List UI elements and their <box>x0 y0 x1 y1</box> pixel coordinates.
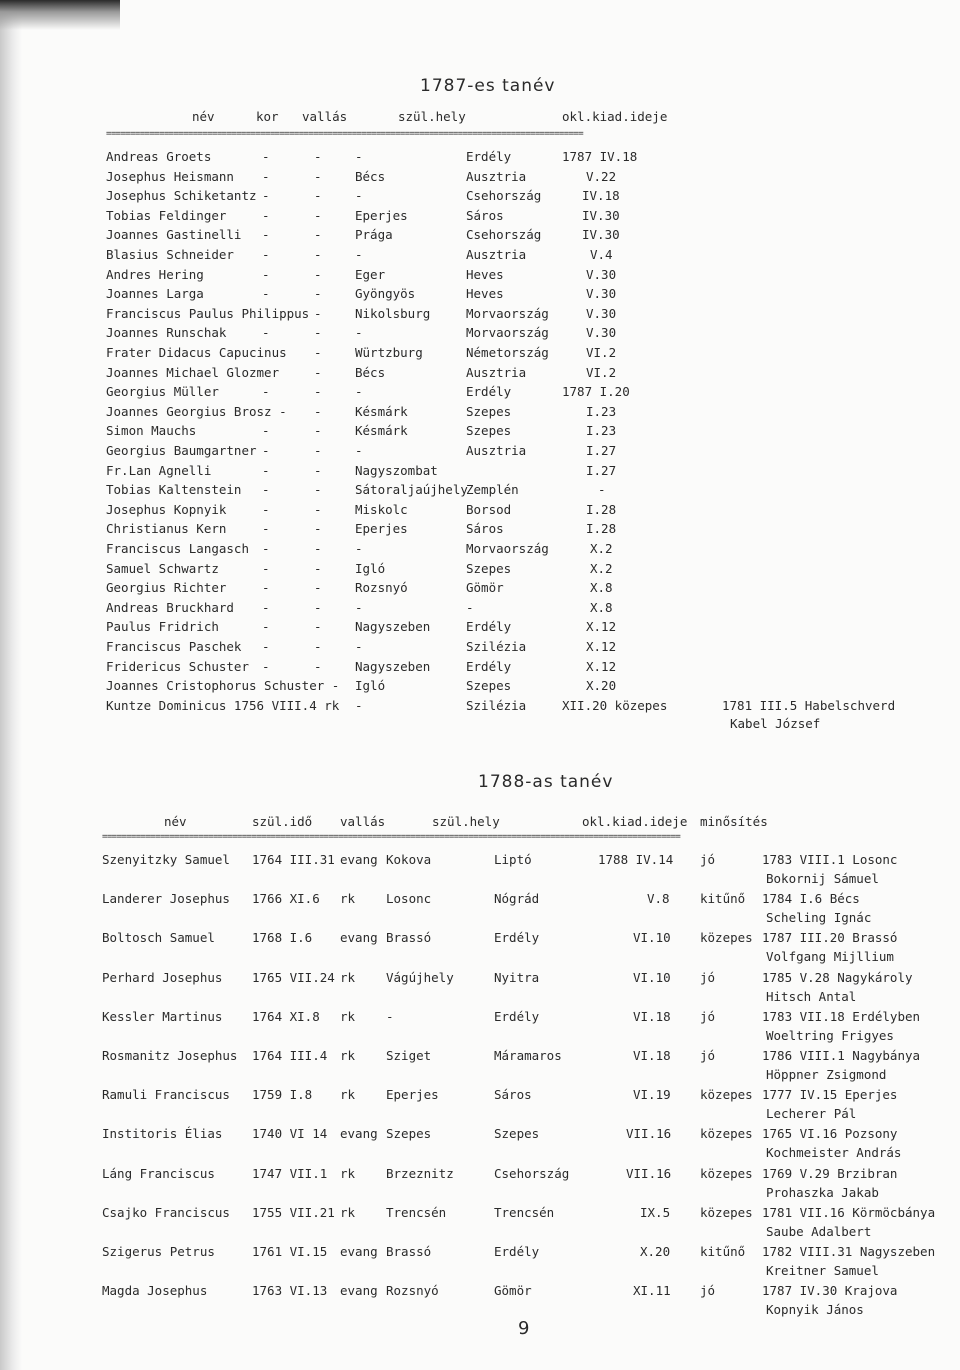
s1-birthplace: Eger <box>355 266 386 282</box>
s1-date: X.20 <box>586 678 617 694</box>
s1-double-rule: =================================================================================================== <box>106 130 584 139</box>
s2-note-name: Scheling Ignác <box>766 910 872 926</box>
s2-note-name: Kreitner Samuel <box>766 1263 879 1278</box>
s1-region: Szilézia <box>466 639 527 654</box>
s1-name: Samuel Schwartz <box>106 560 219 576</box>
s1-date: I.27 <box>586 443 617 458</box>
s1-age: - <box>262 168 270 184</box>
s1-name: Georgius Müller <box>106 384 219 400</box>
s2-name: Institoris Élias <box>102 1126 223 1142</box>
s2-name: Landerer Josephus <box>102 891 230 907</box>
s1-religion: - <box>314 541 322 556</box>
s1-birthplace: Gyöngyös <box>355 286 416 302</box>
s1-name: Christianus Kern <box>106 521 227 537</box>
scan-binding-shadow <box>0 0 22 1370</box>
s2-date: VII.16 <box>626 1165 672 1181</box>
s1-name: Joannes Gastinelli <box>106 227 242 243</box>
s1-name: Franciscus Langasch <box>106 541 249 556</box>
s1-birthplace: Késmárk <box>355 403 408 419</box>
s1-birthplace: Nagyszeben <box>355 658 431 674</box>
s1-name: Andreas Groets <box>106 149 212 164</box>
s1-name: Andres Hering <box>106 266 204 282</box>
s1-birthplace: Miskolc <box>355 501 408 517</box>
s2-name: Szigerus Petrus <box>102 1244 215 1259</box>
s2-note: 1783 VIII.1 Losonc <box>762 852 898 867</box>
s1-age: - <box>262 325 270 341</box>
s1-name: Franciscus Paschek <box>106 639 242 654</box>
s2-religion: rk <box>340 1204 356 1220</box>
s1-birthplace: - <box>355 188 363 204</box>
s1-religion: - <box>314 345 322 360</box>
s1-birthplace: - <box>355 443 363 458</box>
s2-birthplace: Szepes <box>386 1126 432 1142</box>
s2-date: XI.11 <box>633 1283 671 1299</box>
s2-rating: jó <box>700 852 716 867</box>
s2-birthplace: Kokova <box>386 852 432 867</box>
s1-region: Zemplén <box>466 482 519 498</box>
s1-birthplace: - <box>355 541 363 556</box>
s2-birthplace: Brzeznitz <box>386 1165 454 1181</box>
s1-birthplace: Nagyszeben <box>355 619 431 635</box>
s2-date: VI.19 <box>633 1087 671 1103</box>
s1-age: - <box>262 501 270 517</box>
s1-date: VI.2 <box>586 345 617 360</box>
s2-religion: rk <box>340 1048 356 1063</box>
s2-header-diploma: okl.kiad.ideje <box>582 814 688 829</box>
s2-note-name: Bokornij Sámuel <box>766 871 879 886</box>
page-number: 9 <box>518 1318 530 1339</box>
s2-note: 1786 VIII.1 Nagybánya <box>762 1048 921 1063</box>
s2-religion: evang <box>340 930 378 946</box>
s1-age: - <box>262 384 270 400</box>
s2-religion: evang <box>340 852 378 867</box>
s1-date: VI.2 <box>586 364 617 380</box>
s2-note: 1777 IV.15 Eperjes <box>762 1087 898 1103</box>
s2-note: 1782 VIII.31 Nagyszeben <box>762 1244 936 1259</box>
s2-date: VI.18 <box>633 1048 671 1063</box>
s1-age: - <box>262 207 270 223</box>
s1-region: Szepes <box>466 560 512 576</box>
s2-region: Csehország <box>494 1165 570 1181</box>
s2-region: Sáros <box>494 1087 532 1103</box>
s1-birthplace: Nikolsburg <box>355 305 431 321</box>
s1-date: I.23 <box>586 423 617 439</box>
s2-note-name: Höppner Zsigmond <box>766 1067 887 1082</box>
s2-header-birthplace: szül.hely <box>432 814 500 829</box>
s1-name: Fridericus Schuster <box>106 658 249 674</box>
s1-religion: - <box>314 325 322 341</box>
s1-region: Németország <box>466 345 549 360</box>
s1-religion: - <box>314 619 322 635</box>
s2-birthdate: 1764 XI.8 <box>252 1008 320 1024</box>
s1-date: 1787 I.20 <box>562 384 630 400</box>
s1-date: V.22 <box>586 168 617 184</box>
s1-region: Szepes <box>466 678 512 694</box>
s1-date: X.2 <box>590 560 613 576</box>
s2-rating: jó <box>700 969 716 985</box>
s1-region: Borsod <box>466 501 512 517</box>
s1-region: Heves <box>466 266 504 282</box>
s1-date: IV.30 <box>582 207 620 223</box>
s1-birthplace: - <box>355 247 363 262</box>
s2-note: 1765 VI.16 Pozsony <box>762 1126 898 1142</box>
s2-birthdate: 1761 VI.15 <box>252 1244 328 1259</box>
s2-rating: jó <box>700 1048 716 1063</box>
s2-name: Kessler Martinus <box>102 1008 223 1024</box>
s2-region: Trencsén <box>494 1204 555 1220</box>
s1-age: - <box>262 423 270 439</box>
s1-religion: - <box>314 521 322 537</box>
s1-age: - <box>262 482 270 498</box>
s1-age: - <box>262 619 270 635</box>
s2-header-birthdate: szül.idő <box>252 814 313 829</box>
s1-birthplace: - <box>355 325 363 341</box>
s1-region: Morvaország <box>466 325 549 341</box>
s2-date: VI.18 <box>633 1008 671 1024</box>
s1-region: Heves <box>466 286 504 302</box>
s2-date: IX.5 <box>640 1204 671 1220</box>
s1-region: Gömör <box>466 580 504 596</box>
s1-birthplace: - <box>355 599 363 615</box>
s2-region: Szepes <box>494 1126 540 1142</box>
s1-name: Josephus Schiketantz <box>106 188 257 204</box>
s2-religion: rk <box>340 969 356 985</box>
s1-region: Morvaország <box>466 541 549 556</box>
s2-date: VI.10 <box>633 930 671 946</box>
s1-date: I.23 <box>586 403 617 419</box>
s2-note: 1784 I.6 Bécs <box>762 891 860 907</box>
s1-name: Joannes Michael Glozmer <box>106 364 280 380</box>
s1-name: Joannes Georgius Brosz - <box>106 403 287 419</box>
s1-name: Paulus Fridrich <box>106 619 219 635</box>
s1-region: Morvaország <box>466 305 549 321</box>
s1-age: - <box>262 560 270 576</box>
s1-date: I.27 <box>586 462 617 478</box>
s1-age: - <box>262 188 270 204</box>
s2-rating: jó <box>700 1283 716 1299</box>
s1-date: IV.18 <box>582 188 620 204</box>
s1-religion: - <box>314 501 322 517</box>
s2-birthdate: 1764 III.4 <box>252 1048 328 1063</box>
s2-date: X.20 <box>640 1244 671 1259</box>
s2-region: Gömör <box>494 1283 532 1299</box>
s2-region: Liptó <box>494 852 532 867</box>
s2-region: Nyitra <box>494 969 540 985</box>
s1-birthplace: Eperjes <box>355 207 408 223</box>
s1-birthplace: Prága <box>355 227 393 243</box>
s1-date: X.12 <box>586 658 617 674</box>
s2-rating: közepes <box>700 930 753 946</box>
s1-date: X.8 <box>590 599 613 615</box>
s2-birthdate: 1755 VII.21 <box>252 1204 335 1220</box>
s1-date: XII.20 közepes <box>562 697 668 713</box>
s1-religion: - <box>314 188 322 204</box>
s1-date: 1787 IV.18 <box>562 149 638 164</box>
s2-birthdate: 1765 VII.24 <box>252 969 335 985</box>
s2-birthdate: 1763 VI.13 <box>252 1283 328 1299</box>
s1-religion: - <box>314 149 322 164</box>
s2-birthdate: 1747 VII.1 <box>252 1165 328 1181</box>
s2-header-name: név <box>164 814 187 829</box>
s1-religion: - <box>314 423 322 439</box>
s2-name: Boltosch Samuel <box>102 930 215 946</box>
s1-name: Joannes Runschak <box>106 325 227 341</box>
s1-header-name: név <box>192 109 215 124</box>
s1-extra-note: Kabel József <box>730 716 821 731</box>
s1-date: V.30 <box>586 286 617 302</box>
s2-birthdate: 1764 III.31 <box>252 852 335 867</box>
s1-region: Szepes <box>466 403 512 419</box>
s2-region: Nógrád <box>494 891 540 907</box>
s1-region: Erdély <box>466 619 512 635</box>
s1-header-birthplace: szül.hely <box>398 109 466 124</box>
s2-birthdate: 1768 I.6 <box>252 930 313 946</box>
s1-birthplace: Bécs <box>355 364 386 380</box>
s1-region: Szilézia <box>466 697 527 713</box>
s1-region: Ausztria <box>466 364 527 380</box>
s1-date: X.12 <box>586 639 617 654</box>
s1-note: 1781 III.5 Habelschverd <box>722 697 896 713</box>
s1-region: Ausztria <box>466 247 527 262</box>
s1-name: Blasius Schneider <box>106 247 234 262</box>
s2-date: V.8 <box>647 891 670 907</box>
s2-birthdate: 1740 VI 14 <box>252 1126 328 1142</box>
s2-birthplace: Losonc <box>386 891 432 907</box>
s1-name: Tobias Kaltenstein <box>106 482 242 498</box>
s2-birthdate: 1766 XI.6 <box>252 891 320 907</box>
s1-age: - <box>262 580 270 596</box>
s1-name: Frater Didacus Capucinus <box>106 345 287 360</box>
s1-religion: - <box>314 266 322 282</box>
s2-birthplace: - <box>386 1008 394 1024</box>
s2-birthplace: Trencsén <box>386 1204 447 1220</box>
s2-birthplace: Rozsnyó <box>386 1283 439 1299</box>
s2-rating: kitűnő <box>700 1244 746 1259</box>
s1-header-age: kor <box>256 109 279 124</box>
s2-region: Erdély <box>494 1244 540 1259</box>
s2-rating: közepes <box>700 1204 753 1220</box>
s1-name: Tobias Feldinger <box>106 207 227 223</box>
s2-note: 1769 V.29 Brzibran <box>762 1165 898 1181</box>
s1-name: Simon Mauchs <box>106 423 197 439</box>
s1-date: X.2 <box>590 541 613 556</box>
s2-note-name: Volfgang Mijllium <box>766 949 894 965</box>
s2-name: Szenyitzky Samuel <box>102 852 230 867</box>
s1-date: - <box>598 482 606 498</box>
s1-age: - <box>262 599 270 615</box>
s2-note: 1781 VII.16 Körmöcbánya <box>762 1204 936 1220</box>
s2-note: 1787 III.20 Brassó <box>762 930 898 946</box>
s2-birthplace: Vágújhely <box>386 969 454 985</box>
s1-birthplace: Würtzburg <box>355 345 423 360</box>
s1-religion: - <box>314 580 322 596</box>
s1-date: IV.30 <box>582 227 620 243</box>
s1-religion: - <box>314 599 322 615</box>
s1-religion: - <box>314 168 322 184</box>
s2-note: 1783 VII.18 Erdélyben <box>762 1008 921 1024</box>
s1-age: - <box>262 541 270 556</box>
s2-note-name: Saube Adalbert <box>766 1223 872 1239</box>
s1-name: Franciscus Paulus Philippus <box>106 305 310 321</box>
s2-birthplace: Brassó <box>386 1244 432 1259</box>
s1-region: Sáros <box>466 207 504 223</box>
s2-birthplace: Brassó <box>386 930 432 946</box>
s1-name: Joannes Cristophorus Schuster - <box>106 678 340 694</box>
s2-note-name: Prohaszka Jakab <box>766 1184 879 1200</box>
s1-religion: - <box>314 286 322 302</box>
scan-corner-fold <box>0 0 120 30</box>
s2-name: Rosmanitz Josephus <box>102 1048 238 1063</box>
s2-rating: közepes <box>700 1087 753 1103</box>
s1-age: - <box>262 286 270 302</box>
s2-header-religion: vallás <box>340 814 386 829</box>
s1-birthplace: - <box>355 149 363 164</box>
s1-religion: - <box>314 403 322 419</box>
s2-religion: evang <box>340 1283 378 1299</box>
s1-name: Georgius Baumgartner <box>106 443 257 458</box>
s2-date: VI.10 <box>633 969 671 985</box>
s1-religion: - <box>314 227 322 243</box>
s1-name: Andreas Bruckhard <box>106 599 234 615</box>
s1-age: - <box>262 658 270 674</box>
s1-religion: - <box>314 247 322 262</box>
s2-religion: rk <box>340 1087 356 1103</box>
s1-religion: - <box>314 364 322 380</box>
s1-age: - <box>262 149 270 164</box>
s1-birthplace: Igló <box>355 560 386 576</box>
s2-rating: közepes <box>700 1165 753 1181</box>
s1-name: Kuntze Dominicus 1756 VIII.4 rk <box>106 697 340 713</box>
s1-birthplace: Késmárk <box>355 423 408 439</box>
s1-region: - <box>466 599 474 615</box>
s1-religion: - <box>314 639 322 654</box>
s1-religion: - <box>314 443 322 458</box>
s1-age: - <box>262 247 270 262</box>
s1-region: Szepes <box>466 423 512 439</box>
s2-note: 1787 IV.30 Krajova <box>762 1283 898 1299</box>
s2-religion: rk <box>340 1165 356 1181</box>
s1-religion: - <box>314 658 322 674</box>
s1-religion: - <box>314 384 322 400</box>
s1-birthplace: Sátoraljaújhely <box>355 482 468 498</box>
s1-religion: - <box>314 560 322 576</box>
s1-birthplace: Igló <box>355 678 386 694</box>
s1-birthplace: Eperjes <box>355 521 408 537</box>
s2-birthplace: Eperjes <box>386 1087 439 1103</box>
s2-date: 1788 IV.14 <box>598 852 674 867</box>
section1-title: 1787-es tanév <box>420 76 556 96</box>
s2-note-name: Woeltring Frigyes <box>766 1027 894 1043</box>
s2-rating: közepes <box>700 1126 753 1142</box>
s1-name: Josephus Heismann <box>106 168 234 184</box>
s1-date: V.30 <box>586 266 617 282</box>
s1-date: X.12 <box>586 619 617 635</box>
s1-age: - <box>262 521 270 537</box>
s1-name: Joannes Larga <box>106 286 204 302</box>
s1-date: I.28 <box>586 501 617 517</box>
s1-date: V.4 <box>590 247 613 262</box>
s1-region: Erdély <box>466 149 512 164</box>
s1-religion: - <box>314 305 322 321</box>
s2-region: Erdély <box>494 930 540 946</box>
s1-region: Erdély <box>466 658 512 674</box>
s1-region: Csehország <box>466 188 542 204</box>
s2-region: Máramaros <box>494 1048 562 1063</box>
s1-region: Ausztria <box>466 443 527 458</box>
s1-name: Josephus Kopnyik <box>106 501 227 517</box>
section2-title: 1788-as tanév <box>478 772 614 792</box>
s1-region: Csehország <box>466 227 542 243</box>
s1-date: X.8 <box>590 580 613 596</box>
s2-birthplace: Sziget <box>386 1048 432 1063</box>
s2-region: Erdély <box>494 1008 540 1024</box>
s2-header-rating: minősítés <box>700 814 768 829</box>
s1-date: V.30 <box>586 325 617 341</box>
s1-header-diploma: okl.kiad.ideje <box>562 109 668 124</box>
s1-religion: - <box>314 207 322 223</box>
s1-header-religion: vallás <box>302 109 348 124</box>
s2-religion: evang <box>340 1244 378 1259</box>
s2-double-rule: ======================================================================================================================== <box>102 833 681 842</box>
s1-birthplace: Nagyszombat <box>355 462 438 478</box>
s2-rating: jó <box>700 1008 716 1024</box>
s1-age: - <box>262 266 270 282</box>
s2-note-name: Kochmeister András <box>766 1145 902 1161</box>
s1-birthplace: - <box>355 384 363 400</box>
s1-birthplace: Rozsnyó <box>355 580 408 596</box>
s1-name: Georgius Richter <box>106 580 227 596</box>
s2-name: Ramuli Franciscus <box>102 1087 230 1103</box>
s1-region: Sáros <box>466 521 504 537</box>
s1-region: Erdély <box>466 384 512 400</box>
s2-rating: kitűnő <box>700 891 746 907</box>
s1-age: - <box>262 462 270 478</box>
s2-religion: evang <box>340 1126 378 1142</box>
s2-religion: rk <box>340 891 356 907</box>
s2-name: Láng Franciscus <box>102 1165 215 1181</box>
s1-date: I.28 <box>586 521 617 537</box>
s2-note-name: Hitsch Antal <box>766 988 857 1004</box>
s1-age: - <box>262 639 270 654</box>
s1-date: V.30 <box>586 305 617 321</box>
s1-birthplace: - <box>355 639 363 654</box>
s2-religion: rk <box>340 1008 356 1024</box>
s2-note-name: Lecherer Pál <box>766 1106 857 1122</box>
s2-name: Csajko Franciscus <box>102 1204 230 1220</box>
s1-region: Ausztria <box>466 168 527 184</box>
s1-name: Fr.Lan Agnelli <box>106 462 212 478</box>
s1-age: - <box>262 443 270 458</box>
s2-note-name: Kopnyik János <box>766 1302 864 1318</box>
s1-religion: - <box>314 462 322 478</box>
s2-name: Perhard Josephus <box>102 969 223 985</box>
s2-birthdate: 1759 I.8 <box>252 1087 313 1103</box>
s2-date: VII.16 <box>626 1126 672 1142</box>
s1-religion: - <box>314 482 322 498</box>
s2-name: Magda Josephus <box>102 1283 208 1299</box>
s2-note: 1785 V.28 Nagykároly <box>762 969 913 985</box>
s1-birthplace: - <box>355 697 363 713</box>
s1-birthplace: Bécs <box>355 168 386 184</box>
s1-age: - <box>262 227 270 243</box>
